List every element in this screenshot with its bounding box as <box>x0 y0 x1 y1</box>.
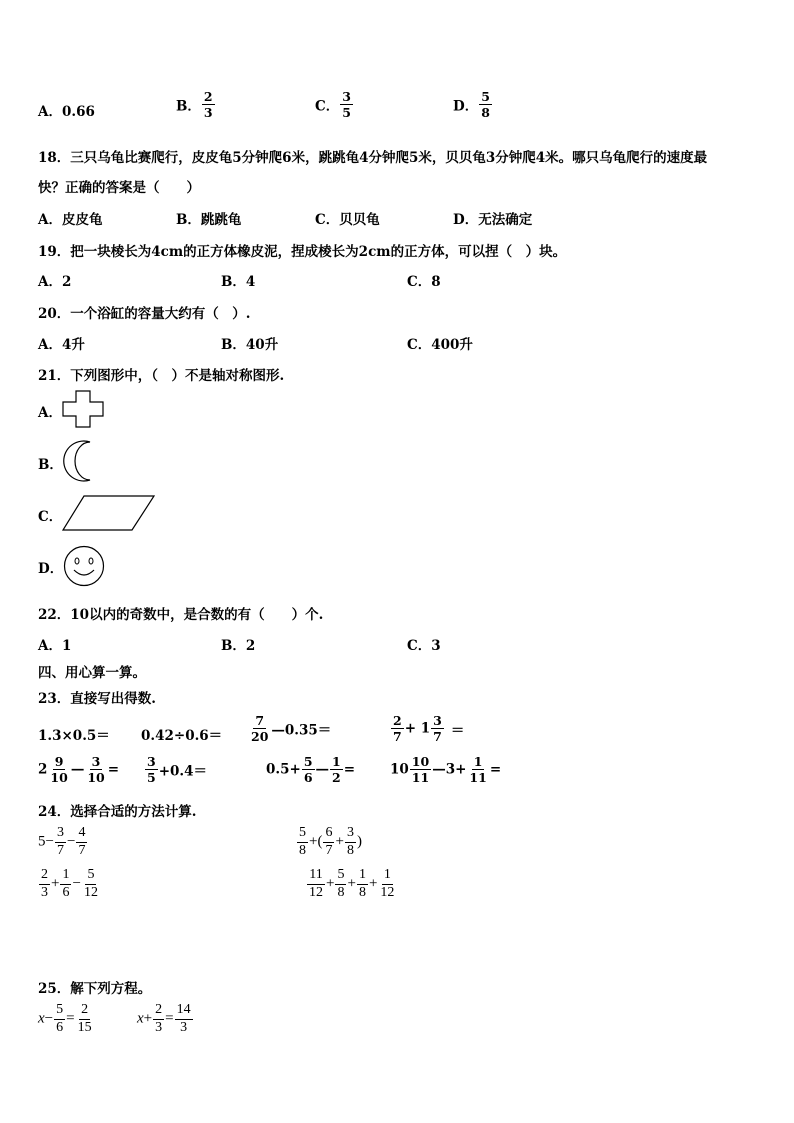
parallelogram-shape <box>62 494 156 532</box>
fraction: $\frac{5}{8}$ <box>337 867 345 900</box>
q23-item-8: 10 $\frac{10}{11}$ —3+ $\frac{1}{11}$ = <box>390 754 502 786</box>
q18-option-a: A．皮皮龟 <box>38 212 103 228</box>
q18-text-line1: 18．三只乌龟比赛爬行，皮皮龟5分钟爬6米，跳跳龟4分钟爬5米，贝贝龟3分钟爬4米。哪只乌龟爬行的速度最 <box>38 150 708 166</box>
q18-option-c: C．贝贝龟 <box>315 212 380 228</box>
q17-option-a: A．0.66 <box>38 104 95 120</box>
fraction: $\frac{5}{12}$ <box>83 867 98 900</box>
fraction: $\frac{9}{10}$ <box>50 754 68 786</box>
q23-item-7: 0.5+ $\frac{5}{6}$ — $\frac{1}{2}$ = <box>266 754 356 786</box>
q19-option-b: B．4 <box>221 274 256 290</box>
fraction: $\frac{7}{20}$ <box>251 713 269 745</box>
q21-label-d: D． <box>38 561 64 577</box>
q24-title: 24．选择合适的方法计算. <box>38 804 197 820</box>
fraction: $\frac{5}{6}$ <box>56 1002 64 1035</box>
crescent-moon-shape <box>62 440 98 482</box>
q21-label-a: A． <box>38 405 62 421</box>
q23-item-4: $\frac{2}{7}$ + 1 $\frac{3}{7}$ ＝ <box>393 713 465 745</box>
cross-shape <box>62 390 104 428</box>
fraction: $\frac{3}{10}$ <box>87 754 105 786</box>
q22-text: 22．10以内的奇数中，是合数的有（ ）个. <box>38 607 324 623</box>
fraction: $\frac{1}{11}$ <box>469 754 487 786</box>
q25-title: 25．解下列方程。 <box>38 981 152 997</box>
q17-option-c: C． $\frac{3}{5}$ <box>315 89 351 121</box>
fraction: $\frac{3}{7}$ <box>433 713 442 745</box>
fraction: $\frac{2}{3}$ <box>155 1002 163 1035</box>
q21-label-c: C． <box>38 509 63 525</box>
q18-option-d: D．无法确定 <box>453 212 533 228</box>
q22-option-b: B．2 <box>221 638 256 654</box>
fraction: $\frac{10}{11}$ <box>411 754 430 786</box>
fraction: $\frac{14}{3}$ <box>176 1002 191 1035</box>
q20-option-b: B．40升 <box>221 337 279 353</box>
fraction: $\frac{5}{8}$ <box>481 89 490 121</box>
q19-option-a: A．2 <box>38 274 72 290</box>
q18-option-b: B．跳跳龟 <box>176 212 242 228</box>
fraction: $\frac{5}{8}$ <box>299 825 306 858</box>
q20-option-a: A．4升 <box>38 337 85 353</box>
fraction: $\frac{2}{3}$ <box>41 867 48 900</box>
q23-item-2: 0.42÷0.6＝ <box>141 728 223 744</box>
fraction: $\frac{3}{5}$ <box>342 89 351 121</box>
q24-expression-2: $\frac{5}{8}$ +( $\frac{6}{7}$ + $\frac{3}{8}$ ) <box>299 825 362 858</box>
q24-expression-3: $\frac{2}{3}$ + $\frac{1}{6}$ − $\frac{5}{12}$ <box>41 867 98 900</box>
fraction: $\frac{2}{15}$ <box>77 1002 92 1035</box>
q17-option-d: D． $\frac{5}{8}$ <box>453 89 490 121</box>
smiley-face-shape <box>63 545 105 587</box>
q23-item-3: $\frac{7}{20}$ —0.35＝ <box>251 713 332 745</box>
q22-option-a: A．1 <box>38 638 72 654</box>
fraction: $\frac{3}{5}$ <box>147 754 156 786</box>
fraction: $\frac{3}{7}$ <box>56 825 64 858</box>
q21-label-b: B． <box>38 457 63 473</box>
q22-option-c: C．3 <box>407 638 441 654</box>
q24-expression-1: 5− $\frac{3}{7}$ − $\frac{4}{7}$ <box>38 825 86 858</box>
q17-option-b: B． $\frac{2}{3}$ <box>176 89 213 121</box>
q23-item-6: $\frac{3}{5}$ +0.4＝ <box>147 754 208 786</box>
q23-item-5: 2 $\frac{9}{10}$ — $\frac{3}{10}$ = <box>38 754 120 786</box>
q20-option-c: C．400升 <box>407 337 473 353</box>
fraction: $\frac{1}{2}$ <box>332 754 341 786</box>
q25-equation-1: x− $\frac{5}{6}$ = $\frac{2}{15}$ <box>38 1002 92 1035</box>
fraction: $\frac{5}{6}$ <box>303 754 313 786</box>
q25-equation-2: x+ $\frac{2}{3}$ = $\frac{14}{3}$ <box>137 1002 191 1035</box>
fraction: $\frac{11}{12}$ <box>309 867 323 900</box>
fraction: $\frac{2}{3}$ <box>203 89 213 121</box>
q23-item-1: 1.3×0.5＝ <box>38 728 110 744</box>
fraction: $\frac{1}{12}$ <box>380 867 395 900</box>
fraction: $\frac{2}{7}$ <box>393 713 402 745</box>
q19-option-c: C．8 <box>407 274 441 290</box>
fraction: $\frac{1}{8}$ <box>358 867 366 900</box>
q20-text: 20．一个浴缸的容量大约有（ ）. <box>38 306 251 322</box>
q18-text-line2: 快？正确的答案是（ ） <box>38 180 200 196</box>
fraction: $\frac{6}{7}$ <box>325 825 333 858</box>
section-heading: 四、用心算一算。 <box>38 665 146 681</box>
fraction: $\frac{3}{8}$ <box>346 825 354 858</box>
q23-title: 23．直接写出得数. <box>38 691 156 707</box>
q21-text: 21．下列图形中，（ ）不是轴对称图形. <box>38 368 285 384</box>
fraction: $\frac{1}{6}$ <box>62 867 70 900</box>
q19-text: 19．把一块棱长为4cm的正方体橡皮泥，捏成棱长为2cm的正方体，可以捏（ ）块。 <box>38 244 567 260</box>
q24-expression-4: $\frac{11}{12}$ + $\frac{5}{8}$ + $\frac{1}{8}$ + $\frac{1}{12}$ <box>309 867 395 900</box>
fraction: $\frac{4}{7}$ <box>78 825 86 858</box>
